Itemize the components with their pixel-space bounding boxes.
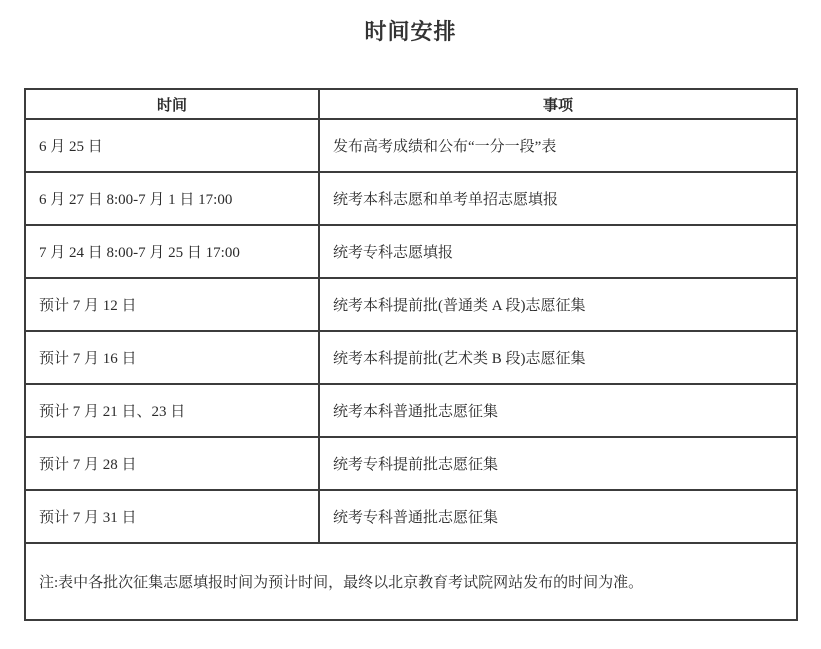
- schedule-table: [24, 88, 798, 621]
- time-cell: 预计 7 月 16 日: [25, 331, 319, 384]
- table-row: [25, 384, 797, 437]
- table-row: [25, 172, 797, 225]
- event-column-header: 事项: [319, 89, 797, 119]
- time-column-header: 时间: [25, 89, 319, 119]
- table-row: [25, 331, 797, 384]
- event-cell: 统考专科普通批志愿征集: [319, 490, 797, 543]
- table-row: [25, 119, 797, 172]
- event-cell: 统考本科提前批(艺术类 B 段)志愿征集: [319, 331, 797, 384]
- event-cell: 统考本科普通批志愿征集: [319, 384, 797, 437]
- note-row: [25, 543, 797, 620]
- event-cell: 统考本科提前批(普通类 A 段)志愿征集: [319, 278, 797, 331]
- time-cell: 预计 7 月 12 日: [25, 278, 319, 331]
- time-cell: 6 月 25 日: [25, 119, 319, 172]
- event-cell: 发布高考成绩和公布“一分一段”表: [319, 119, 797, 172]
- event-cell: 统考本科志愿和单考单招志愿填报: [319, 172, 797, 225]
- table-row: [25, 490, 797, 543]
- time-cell: 预计 7 月 21 日、23 日: [25, 384, 319, 437]
- page-title: 时间安排: [364, 19, 457, 44]
- table-row: [25, 225, 797, 278]
- time-cell: 6 月 27 日 8:00-7 月 1 日 17:00: [25, 172, 319, 225]
- event-cell: 统考专科志愿填报: [319, 225, 797, 278]
- time-cell: 预计 7 月 31 日: [25, 490, 319, 543]
- time-cell: 7 月 24 日 8:00-7 月 25 日 17:00: [25, 225, 319, 278]
- time-cell: 预计 7 月 28 日: [25, 437, 319, 490]
- event-cell: 统考专科提前批志愿征集: [319, 437, 797, 490]
- table-row: [25, 437, 797, 490]
- table-row: [25, 278, 797, 331]
- note-cell: 注:表中各批次征集志愿填报时间为预计时间，最终以北京教育考试院网站发布的时间为准。: [25, 543, 797, 620]
- header-row: [25, 89, 797, 119]
